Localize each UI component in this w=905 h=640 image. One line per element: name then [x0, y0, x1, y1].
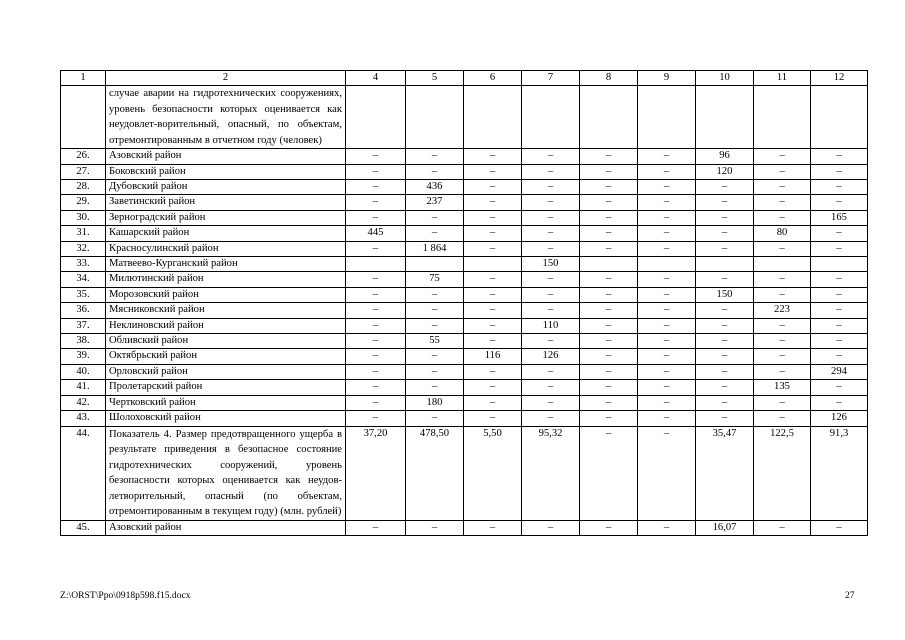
row-number-cell: 36.: [61, 303, 106, 318]
district-name-cell: Морозовский район: [106, 287, 346, 302]
value-cell: –: [638, 287, 696, 302]
value-cell: –: [638, 241, 696, 256]
value-cell: –: [346, 272, 406, 287]
value-cell: –: [464, 195, 522, 210]
value-cell: –: [580, 164, 638, 179]
value-cell: –: [406, 210, 464, 225]
value-cell: –: [464, 226, 522, 241]
header-cell: 9: [638, 71, 696, 86]
value-cell: –: [346, 395, 406, 410]
value-cell: –: [522, 334, 580, 349]
row-number-cell: 35.: [61, 287, 106, 302]
table-row: [61, 380, 868, 395]
value-cell: –: [346, 318, 406, 333]
table-row: [61, 195, 868, 210]
value-cell: –: [638, 426, 696, 520]
district-name-cell: Азовский район: [106, 520, 346, 535]
district-name-cell: Зерноградский район: [106, 210, 346, 225]
value-cell: –: [811, 303, 868, 318]
value-cell: –: [464, 180, 522, 195]
value-cell: –: [580, 210, 638, 225]
value-cell: –: [696, 226, 754, 241]
value-cell: –: [522, 241, 580, 256]
value-cell: –: [580, 364, 638, 379]
table-row: [61, 364, 868, 379]
value-cell: –: [406, 287, 464, 302]
value-cell: –: [580, 426, 638, 520]
value-cell: 150: [696, 287, 754, 302]
value-cell: –: [346, 164, 406, 179]
table-row: [61, 318, 868, 333]
table-row: [61, 334, 868, 349]
header-cell: 7: [522, 71, 580, 86]
row-number-cell: 39.: [61, 349, 106, 364]
value-cell: –: [638, 226, 696, 241]
footer-file-path: Z:\ORST\Ppo\0918p598.f15.docx: [60, 590, 191, 601]
value-cell: –: [522, 149, 580, 164]
header-cell: 2: [106, 71, 346, 86]
value-cell: [346, 257, 406, 272]
value-cell: –: [811, 349, 868, 364]
value-cell: –: [522, 364, 580, 379]
value-cell: –: [811, 287, 868, 302]
value-cell: –: [522, 272, 580, 287]
table-row: [61, 257, 868, 272]
row-number-cell: 43.: [61, 411, 106, 426]
value-cell: –: [638, 149, 696, 164]
value-cell: –: [754, 287, 811, 302]
value-cell: –: [346, 349, 406, 364]
value-cell: –: [638, 380, 696, 395]
table-row: [61, 210, 868, 225]
value-cell: –: [811, 226, 868, 241]
value-cell: [464, 86, 522, 149]
value-cell: 95,32: [522, 426, 580, 520]
value-cell: [696, 257, 754, 272]
value-cell: –: [346, 241, 406, 256]
district-name-cell: Обливский район: [106, 334, 346, 349]
footer-page-number: 27: [845, 590, 855, 601]
value-cell: –: [754, 272, 811, 287]
value-cell: –: [580, 287, 638, 302]
value-cell: –: [696, 210, 754, 225]
value-cell: –: [638, 164, 696, 179]
value-cell: –: [696, 349, 754, 364]
value-cell: –: [754, 411, 811, 426]
row-number-cell: 26.: [61, 149, 106, 164]
value-cell: –: [754, 180, 811, 195]
value-cell: –: [522, 287, 580, 302]
value-cell: –: [346, 149, 406, 164]
indicator-row: [61, 426, 868, 520]
value-cell: –: [580, 272, 638, 287]
value-cell: –: [346, 380, 406, 395]
value-cell: –: [580, 318, 638, 333]
value-cell: –: [580, 334, 638, 349]
value-cell: –: [754, 149, 811, 164]
value-cell: –: [638, 520, 696, 535]
district-name-cell: Пролетарский район: [106, 380, 346, 395]
value-cell: –: [522, 226, 580, 241]
value-cell: –: [464, 287, 522, 302]
value-cell: [522, 86, 580, 149]
value-cell: –: [754, 210, 811, 225]
header-cell: 11: [754, 71, 811, 86]
value-cell: –: [638, 334, 696, 349]
value-cell: –: [696, 411, 754, 426]
value-cell: –: [754, 318, 811, 333]
header-row: [61, 71, 868, 86]
row-number-cell: 33.: [61, 257, 106, 272]
value-cell: –: [696, 380, 754, 395]
value-cell: –: [754, 520, 811, 535]
value-cell: –: [406, 149, 464, 164]
value-cell: –: [580, 303, 638, 318]
district-name-cell: Неклиновский район: [106, 318, 346, 333]
value-cell: 75: [406, 272, 464, 287]
row-number-cell: 32.: [61, 241, 106, 256]
table-row: [61, 395, 868, 410]
table-row: [61, 241, 868, 256]
value-cell: [638, 257, 696, 272]
value-cell: –: [522, 380, 580, 395]
value-cell: 96: [696, 149, 754, 164]
value-cell: –: [811, 195, 868, 210]
row-number-cell: 28.: [61, 180, 106, 195]
value-cell: 110: [522, 318, 580, 333]
row-number-cell: 44.: [61, 426, 106, 520]
value-cell: –: [406, 318, 464, 333]
table-row: [61, 180, 868, 195]
value-cell: –: [696, 272, 754, 287]
row-number-cell: [61, 86, 106, 149]
value-cell: [754, 86, 811, 149]
value-cell: –: [580, 395, 638, 410]
value-cell: –: [522, 520, 580, 535]
value-cell: –: [464, 520, 522, 535]
value-cell: –: [811, 520, 868, 535]
value-cell: –: [754, 395, 811, 410]
value-cell: –: [580, 380, 638, 395]
value-cell: –: [638, 210, 696, 225]
value-cell: –: [464, 364, 522, 379]
district-name-cell: Азовский район: [106, 149, 346, 164]
value-cell: –: [811, 334, 868, 349]
value-cell: –: [522, 180, 580, 195]
district-name-cell: Дубовский район: [106, 180, 346, 195]
value-cell: 116: [464, 349, 522, 364]
value-cell: –: [754, 164, 811, 179]
value-cell: –: [522, 411, 580, 426]
value-cell: –: [464, 303, 522, 318]
value-cell: –: [811, 241, 868, 256]
value-cell: 445: [346, 226, 406, 241]
table-row: [61, 411, 868, 426]
value-cell: [346, 86, 406, 149]
value-cell: –: [522, 395, 580, 410]
row-number-cell: 27.: [61, 164, 106, 179]
value-cell: –: [811, 149, 868, 164]
district-name-cell: Мясниковский район: [106, 303, 346, 318]
value-cell: –: [638, 349, 696, 364]
table-row: [61, 520, 868, 535]
value-cell: –: [346, 303, 406, 318]
value-cell: 126: [811, 411, 868, 426]
district-name-cell: Милютинский район: [106, 272, 346, 287]
value-cell: –: [580, 226, 638, 241]
value-cell: –: [696, 334, 754, 349]
value-cell: 126: [522, 349, 580, 364]
value-cell: –: [754, 364, 811, 379]
value-cell: –: [638, 364, 696, 379]
value-cell: –: [811, 272, 868, 287]
value-cell: –: [696, 241, 754, 256]
district-name-cell: Орловский район: [106, 364, 346, 379]
value-cell: –: [580, 349, 638, 364]
value-cell: 80: [754, 226, 811, 241]
district-name-cell: Заветинский район: [106, 195, 346, 210]
value-cell: [811, 86, 868, 149]
value-cell: 150: [522, 257, 580, 272]
value-cell: –: [638, 272, 696, 287]
value-cell: [406, 86, 464, 149]
row-number-cell: 42.: [61, 395, 106, 410]
value-cell: –: [522, 164, 580, 179]
value-cell: –: [696, 318, 754, 333]
value-cell: –: [754, 195, 811, 210]
value-cell: –: [406, 226, 464, 241]
value-cell: –: [346, 180, 406, 195]
value-cell: –: [638, 395, 696, 410]
intro-row: [61, 86, 868, 149]
table-row: [61, 226, 868, 241]
value-cell: –: [346, 411, 406, 426]
value-cell: –: [406, 349, 464, 364]
value-cell: –: [638, 318, 696, 333]
value-cell: –: [464, 380, 522, 395]
value-cell: 55: [406, 334, 464, 349]
value-cell: –: [580, 149, 638, 164]
value-cell: [754, 257, 811, 272]
table-row: [61, 303, 868, 318]
value-cell: –: [811, 180, 868, 195]
value-cell: –: [696, 364, 754, 379]
value-cell: 135: [754, 380, 811, 395]
value-cell: –: [754, 349, 811, 364]
row-number-cell: 37.: [61, 318, 106, 333]
header-cell: 6: [464, 71, 522, 86]
value-cell: [638, 86, 696, 149]
value-cell: –: [346, 195, 406, 210]
value-cell: –: [464, 164, 522, 179]
indicator-text-cell: случае аварии на гидротехнических сооружениях, уровень безопасности которых оценивается как неудовлет-ворительный, опасный, по объектам, отремонтированным в отчетном году (человек): [106, 86, 346, 149]
header-cell: 10: [696, 71, 754, 86]
row-number-cell: 30.: [61, 210, 106, 225]
value-cell: [580, 257, 638, 272]
value-cell: 37,20: [346, 426, 406, 520]
value-cell: –: [696, 195, 754, 210]
header-cell: 4: [346, 71, 406, 86]
value-cell: –: [346, 210, 406, 225]
value-cell: –: [811, 395, 868, 410]
value-cell: –: [811, 164, 868, 179]
value-cell: –: [696, 180, 754, 195]
value-cell: –: [464, 210, 522, 225]
row-number-cell: 34.: [61, 272, 106, 287]
district-name-cell: Красносулинский район: [106, 241, 346, 256]
value-cell: –: [580, 195, 638, 210]
value-cell: –: [464, 318, 522, 333]
value-cell: 478,50: [406, 426, 464, 520]
value-cell: 122,5: [754, 426, 811, 520]
table-row: [61, 287, 868, 302]
district-name-cell: Шолоховский район: [106, 411, 346, 426]
value-cell: 180: [406, 395, 464, 410]
value-cell: 16,07: [696, 520, 754, 535]
row-number-cell: 29.: [61, 195, 106, 210]
value-cell: –: [754, 241, 811, 256]
value-cell: 120: [696, 164, 754, 179]
value-cell: –: [406, 164, 464, 179]
header-cell: 12: [811, 71, 868, 86]
district-name-cell: Чертковский район: [106, 395, 346, 410]
value-cell: –: [754, 334, 811, 349]
value-cell: 1 864: [406, 241, 464, 256]
district-name-cell: Боковский район: [106, 164, 346, 179]
value-cell: –: [696, 395, 754, 410]
header-cell: 8: [580, 71, 638, 86]
value-cell: –: [346, 364, 406, 379]
value-cell: [406, 257, 464, 272]
value-cell: –: [406, 520, 464, 535]
district-name-cell: Матвеево-Курганский район: [106, 257, 346, 272]
row-number-cell: 38.: [61, 334, 106, 349]
value-cell: –: [406, 364, 464, 379]
value-cell: –: [638, 180, 696, 195]
value-cell: 5,50: [464, 426, 522, 520]
value-cell: –: [522, 210, 580, 225]
row-number-cell: 40.: [61, 364, 106, 379]
value-cell: [696, 86, 754, 149]
value-cell: –: [522, 303, 580, 318]
value-cell: –: [580, 411, 638, 426]
value-cell: 165: [811, 210, 868, 225]
district-name-cell: Октябрьский район: [106, 349, 346, 364]
table-row: [61, 149, 868, 164]
value-cell: 223: [754, 303, 811, 318]
data-table: [60, 70, 868, 536]
value-cell: –: [464, 411, 522, 426]
value-cell: –: [580, 520, 638, 535]
district-name-cell: Кашарский район: [106, 226, 346, 241]
value-cell: 294: [811, 364, 868, 379]
indicator-text-cell: Показатель 4. Размер предотвращенного ущерба в результате приведения в безопасное состояние гидротехнических сооружений, уровень безопасности которых оценивается как неудов-летворительный, опасный (по объектам, отремонтированным в текущем году) (млн. рублей): [106, 426, 346, 520]
value-cell: –: [580, 180, 638, 195]
value-cell: –: [580, 241, 638, 256]
value-cell: –: [464, 395, 522, 410]
value-cell: –: [464, 241, 522, 256]
value-cell: –: [638, 303, 696, 318]
value-cell: –: [811, 318, 868, 333]
value-cell: –: [464, 334, 522, 349]
row-number-cell: 41.: [61, 380, 106, 395]
value-cell: 91,3: [811, 426, 868, 520]
value-cell: –: [346, 520, 406, 535]
row-number-cell: 31.: [61, 226, 106, 241]
table-row: [61, 164, 868, 179]
value-cell: –: [464, 272, 522, 287]
value-cell: –: [811, 380, 868, 395]
value-cell: –: [346, 334, 406, 349]
value-cell: –: [696, 303, 754, 318]
header-cell: 1: [61, 71, 106, 86]
value-cell: –: [638, 411, 696, 426]
table-row: [61, 272, 868, 287]
value-cell: –: [638, 195, 696, 210]
value-cell: –: [464, 149, 522, 164]
value-cell: –: [406, 411, 464, 426]
value-cell: 237: [406, 195, 464, 210]
value-cell: [580, 86, 638, 149]
table-row: [61, 349, 868, 364]
header-cell: 5: [406, 71, 464, 86]
value-cell: –: [522, 195, 580, 210]
value-cell: 35,47: [696, 426, 754, 520]
value-cell: –: [406, 380, 464, 395]
value-cell: [811, 257, 868, 272]
row-number-cell: 45.: [61, 520, 106, 535]
value-cell: [464, 257, 522, 272]
value-cell: –: [406, 303, 464, 318]
value-cell: 436: [406, 180, 464, 195]
value-cell: –: [346, 287, 406, 302]
